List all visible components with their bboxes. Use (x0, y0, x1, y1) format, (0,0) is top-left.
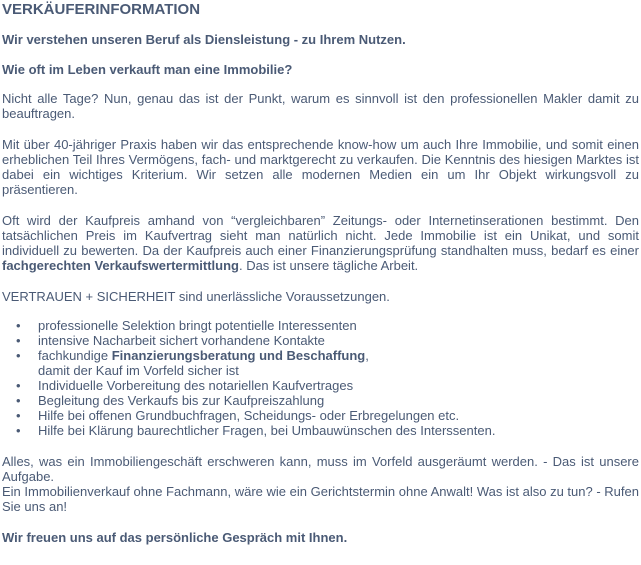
bullet-icon: • (16, 393, 21, 408)
list-item-bold: Finanzierungsberatung und Beschaffung (111, 348, 366, 363)
paragraph-trust: VERTRAUEN + SICHERHEIT sind unerlässliche Voraussetzungen. (2, 289, 390, 304)
paragraph-task: Alles, was ein Immobiliengeschäft erschweren kann, muss im Vorfeld ausgeräumt werden. - Das ist unsere Aufgabe. (2, 454, 639, 484)
list-item-text: Individuelle Vorbereitung des notariellen Kaufvertrages (38, 378, 354, 393)
list-item-text: intensive Nacharbeit sichert vorhandene Kontakte (38, 333, 325, 348)
list-item (2, 318, 641, 333)
question-heading: Wie oft im Leben verkauft man eine Immobilie? (2, 62, 293, 77)
list-item-text: Hilfe bei offenen Grundbuchfragen, Scheidungs- oder Erbregelungen etc. (38, 408, 460, 423)
list-item-text: fachkundige (38, 348, 112, 363)
paragraph-pricing-text: Oft wird der Kaufpreis amhand von “vergleichbaren” Zeitungs- oder Internetinserationen bestimmt. Den tatsächlichen Preis im Kaufvertrag sieht man natürlich nicht. Jede Immobilie ist ein Unikat, und somit individuell zu bewerten. Da der Kaufpreis auch einer Finanzierungsprüfung standhalten muss, bedarf es einer (2, 213, 639, 258)
page-title: VERKÄUFERINFORMATION (2, 1, 201, 18)
bullet-icon: • (16, 423, 21, 438)
paragraph-pricing-bold: fachgerechten Verkaufswertermittlung (2, 258, 239, 273)
paragraph-pricing-end: . Das ist unsere tägliche Arbeit. (238, 258, 419, 273)
paragraph-intro: Nicht alle Tage? Nun, genau das ist der Punkt, warum es sinnvoll ist den professionellen Makler damit zu beauftragen. (2, 91, 639, 121)
bullet-icon: • (16, 348, 21, 363)
list-item-text: professionelle Selektion bringt potentielle Interessenten (38, 318, 357, 333)
paragraph-pricing (2, 213, 639, 273)
closing-line: Wir freuen uns auf das persönliche Gespräch mit Ihnen. (2, 530, 348, 545)
paragraph-experience: Mit über 40-jähriger Praxis haben wir das entsprechende know-how um auch Ihre Immobilie, und somit einen erheblichen Teil Ihres Vermögens, fach- und marktgerecht zu verkaufen. Die Kenntnis des hiesigen Marktes ist dabei ein wichtiges Kriterium. Wir setzen alle modernen Medien ein um Ihr Objekt wirkungsvoll zu präsentieren. (2, 137, 639, 197)
subheading: Wir verstehen unseren Beruf als Diensleistung - zu Ihrem Nutzen. (2, 32, 406, 47)
services-list (2, 318, 641, 438)
list-item-text: Begleitung des Verkaufs bis zur Kaufpreiszahlung (38, 393, 325, 408)
bullet-icon: • (16, 408, 21, 423)
list-item (2, 408, 641, 423)
list-item (2, 393, 641, 408)
bullet-icon: • (16, 333, 21, 348)
list-item (2, 348, 641, 378)
bullet-icon: • (16, 318, 21, 333)
paragraph-call-to-action: Ein Immobilienverkauf ohne Fachmann, wäre wie ein Gerichtstermin ohne Anwalt! Was ist also zu tun? - Rufen Sie uns an! (2, 484, 639, 514)
list-item (2, 333, 641, 348)
list-item-text-end: , (365, 348, 369, 363)
list-item-text: Hilfe bei Klärung baurechtlicher Fragen, bei Umbauwünschen des Interssenten. (38, 423, 496, 438)
list-item-continuation: damit der Kauf im Vorfeld sicher ist (38, 363, 239, 378)
list-item (2, 378, 641, 393)
bullet-icon: • (16, 378, 21, 393)
list-item (2, 423, 641, 438)
